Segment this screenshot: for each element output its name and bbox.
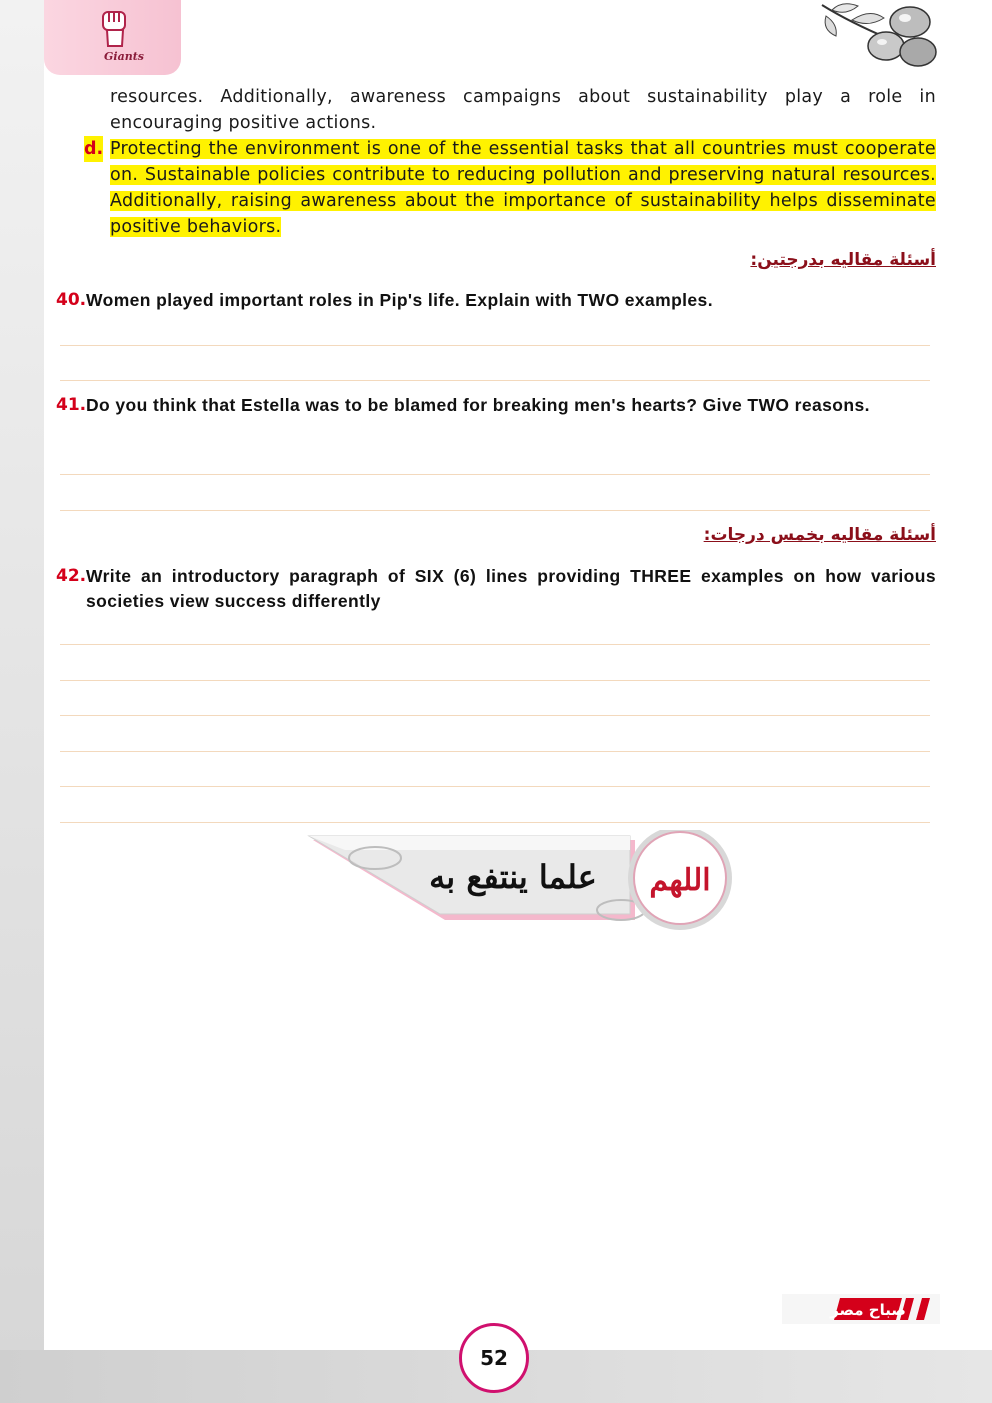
answer-line[interactable] — [60, 680, 930, 681]
question-41-number: 41. — [56, 395, 87, 415]
section-heading-two-marks: أسئلة مقاليه بدرجتين: — [750, 250, 936, 270]
answer-line[interactable] — [60, 822, 930, 823]
brand-logo — [782, 1294, 940, 1324]
answer-line[interactable] — [60, 380, 930, 381]
answer-line[interactable] — [60, 510, 930, 511]
banner-prefix: اللهم — [649, 863, 711, 898]
question-42-text: Write an introductory paragraph of SIX (6) lines providing THREE examples on how various societies view success differently — [86, 566, 936, 611]
option-d-letter: d. — [84, 136, 103, 162]
question-40-number: 40. — [56, 290, 87, 310]
answer-line[interactable] — [60, 786, 930, 787]
answer-line[interactable] — [60, 644, 930, 645]
question-40-text: Women played important roles in Pip's life. Explain with TWO examples. — [86, 290, 713, 310]
answer-line[interactable] — [60, 474, 930, 475]
page-frame-left — [0, 0, 44, 1403]
banner-text: علما ينتفع به — [429, 858, 597, 896]
olive-branch-icon — [812, 0, 938, 75]
answer-line[interactable] — [60, 715, 930, 716]
logo — [44, 0, 181, 75]
question-41-text: Do you think that Estella was to be blamed for breaking men's hearts? Give TWO reasons. — [86, 395, 870, 415]
option-c-tail: resources. Additionally, awareness campaigns about sustainability play a role in encouraging positive actions. — [110, 87, 936, 133]
page-number: 52 — [459, 1323, 529, 1393]
answer-line[interactable] — [60, 345, 930, 346]
logo-text: Giants — [104, 50, 144, 63]
answer-line[interactable] — [60, 751, 930, 752]
section-heading-five-marks: أسئلة مقاليه بخمس درجات: — [703, 525, 936, 545]
question-42-number: 42. — [56, 566, 87, 586]
prayer-banner — [305, 830, 745, 930]
option-d — [110, 136, 936, 240]
option-d-text: Protecting the environment is one of the essential tasks that all countries must cooperate on. Sustainable policies contribute to reducing pollution and preserving natural resources. Additionally, raising awareness about the importance of sustainability helps disseminate positive behaviors. — [110, 139, 936, 237]
brand-name: صباح مصر — [830, 1301, 906, 1319]
raised-fist-icon — [96, 6, 132, 50]
